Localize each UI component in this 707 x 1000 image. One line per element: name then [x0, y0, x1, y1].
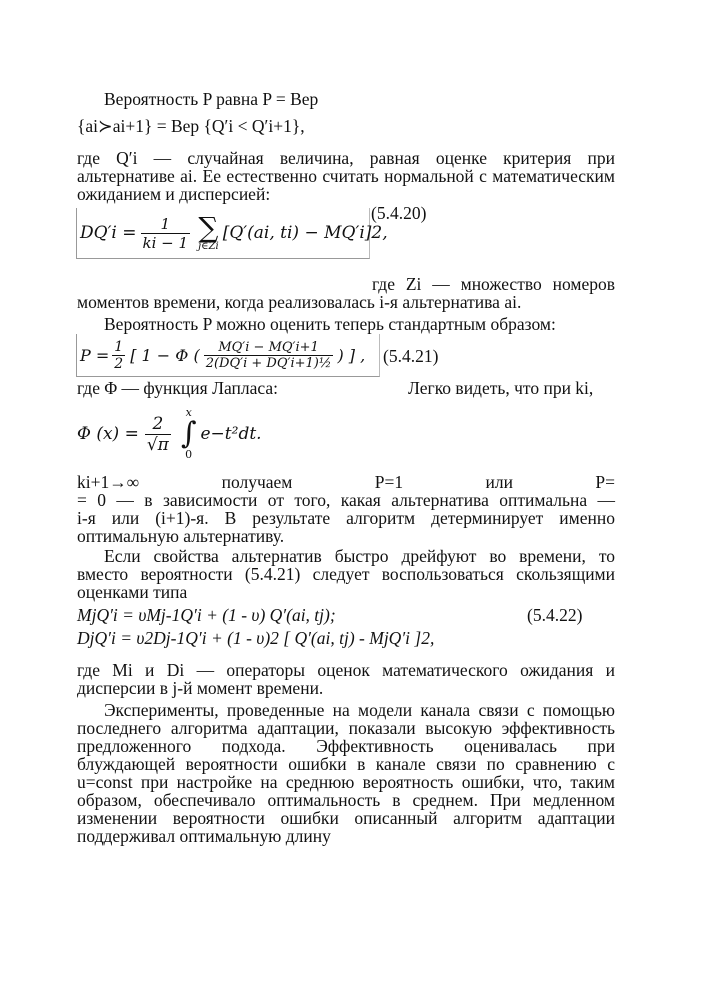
text-line: Легко видеть, что при ki, — [408, 378, 594, 398]
text-line: предложенного подхода. Эффективность оценивалась при — [77, 736, 615, 756]
text-line: = 0 — в зависимости от того, какая альтернатива оптимальна — — [77, 490, 615, 510]
text-line: {ai≻ai+1} = Вер {Q′i < Q′i+1}, — [77, 116, 305, 136]
formula-fraction — [112, 339, 125, 372]
text-line: где Φ — функция Лапласа: — [77, 378, 278, 398]
formula-text: e−t²dt. — [200, 424, 262, 444]
text-line: последнего алгоритма адаптации, показали высокую эффективность — [77, 718, 615, 738]
text-line: где Mi и Di — операторы оценок математического ожидания и — [77, 660, 615, 680]
text-line: образом, обеспечивало оптимальность в среднем. При медленном — [77, 790, 615, 810]
formula-text: ∑ — [198, 211, 219, 244]
formula-text: [ 1 − Φ ( — [130, 345, 200, 365]
formula-text: √π — [146, 434, 169, 455]
formula-fraction — [145, 414, 171, 455]
formula-text: 1 — [141, 215, 191, 234]
text-line: Если свойства альтернатив быстро дрейфуют во времени, то — [104, 546, 615, 566]
text-line: вместо вероятности (5.4.21) следует воспользоваться скользящими — [77, 564, 615, 584]
formula-text: MQ′i − MQ′i+1 — [204, 340, 334, 356]
formula-text: ) ] , — [337, 345, 366, 365]
text-line: Эксперименты, проведенные на модели канала связи с помощью — [104, 700, 615, 720]
text-line: оптимальную альтернативу. — [77, 526, 285, 546]
formula-sum — [198, 211, 219, 252]
formula-text: Φ (x) = — [77, 424, 139, 444]
formula-text: P = — [80, 345, 110, 365]
formula-fraction — [141, 215, 191, 252]
text-line: моментов времени, когда реализовалась i-я альтернатива ai. — [77, 292, 522, 312]
formula-text: 2(DQ′i + DQ′i+1)½ — [205, 355, 332, 371]
formula-integral — [181, 407, 197, 461]
formula-text: x — [185, 406, 192, 419]
text-line: i-я или (i+1)-я. В результате алгоритм детерминирует именно — [77, 508, 615, 528]
text-line: поддерживал оптимальную длину — [77, 826, 331, 846]
text-line: ожиданием и дисперсией: — [77, 184, 271, 204]
formula-text: 2 — [114, 355, 124, 372]
formula-text: ∫ — [180, 416, 197, 451]
text-line: где Zi — множество номеров — [372, 274, 615, 294]
formula-text: 0 — [185, 448, 193, 461]
formula-text: [Q′(ai, ti) − MQ′i]2, — [222, 223, 388, 243]
text-line: блуждающей вероятности ошибки в канале связи по сравнению с — [77, 754, 615, 774]
text-line: u=const при настройке на среднюю вероятность ошибки, что, таким — [77, 772, 615, 792]
formula-text: 2 — [145, 414, 171, 435]
equation-number: (5.4.22) — [527, 605, 583, 625]
formula-text: DQ′i = — [80, 223, 137, 243]
equation-number: (5.4.21) — [383, 346, 439, 366]
text-line: Вероятность P можно оценить теперь стандартным образом: — [104, 314, 556, 334]
formula-fraction — [204, 340, 334, 371]
text-line: где Q′i — случайная величина, равная оценке критерия при — [77, 148, 615, 168]
formula-5-4-20 — [80, 210, 388, 256]
formula-text: j∈Zi — [198, 241, 219, 252]
formula-5-4-22-line-1: MjQ′i = υMj-1Q′i + (1 - υ) Q′(ai, tj); — [77, 605, 336, 625]
formula-text: ki − 1 — [142, 233, 189, 252]
formula-laplace — [77, 400, 262, 468]
text-line: изменении вероятности ошибки описанный алгоритм адаптации — [77, 808, 615, 828]
formula-5-4-22-line-2: DjQ′i = υ2Dj-1Q′i + (1 - υ)2 [ Q′(ai, tj) - MjQ′i ]2, — [77, 628, 435, 648]
formula-text: 1 — [114, 338, 124, 355]
text-line: оценками типа — [77, 582, 188, 602]
text-line: дисперсии в j-й момент времени. — [77, 678, 324, 698]
text-line: ki+1→∞ получаем P=1 или P= — [77, 472, 615, 492]
formula-5-4-21 — [80, 335, 365, 375]
equation-number: (5.4.20) — [371, 203, 427, 223]
text-line: альтернативе ai. Ее естественно считать нормальной с математическим — [77, 166, 615, 186]
text-line: Вероятность P равна P = Вер — [104, 89, 319, 109]
